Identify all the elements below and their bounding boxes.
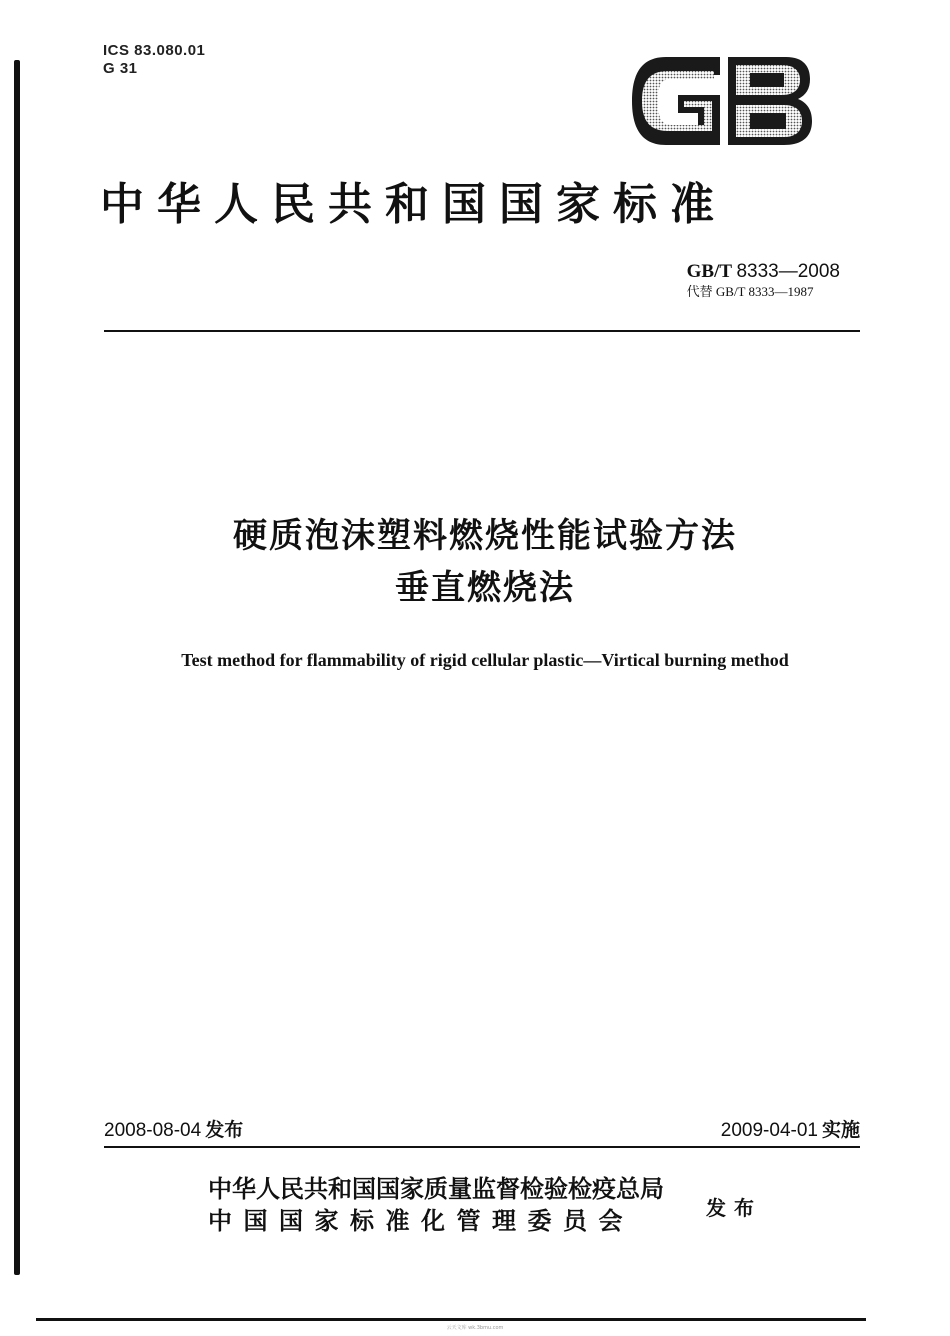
standard-code-number: 8333—2008 — [736, 261, 840, 282]
replaces-standard: 代替 GB/T 8333—1987 — [686, 284, 814, 299]
standard-code — [687, 260, 840, 284]
english-title: Test method for flammability of rigid cellular plastic—Virtical burning method — [181, 650, 789, 670]
ccs-code: G 31 — [103, 60, 138, 77]
chinese-title — [0, 510, 950, 614]
implement-date: 2009-04-01 — [720, 1120, 818, 1141]
issue-date: 2008-08-04 — [104, 1120, 202, 1141]
issuer-aqsiq: 中华人民共和国国家质量监督检验检疫总局 — [208, 1175, 664, 1203]
publish-label: 发布 — [706, 1196, 762, 1220]
classification-codes — [103, 42, 205, 78]
standard-number-block — [687, 260, 840, 300]
chinese-title-line1: 硬质泡沫塑料燃烧性能试验方法 — [233, 516, 737, 556]
bottom-divider — [36, 1318, 866, 1321]
implement-date-block — [721, 1115, 860, 1142]
footer-watermark: 云天文库 wk.3bmu.com — [446, 1325, 504, 1331]
issuer-sac: 中国国家标准化管理委员会 — [208, 1207, 634, 1235]
issuing-authorities — [208, 1173, 664, 1237]
ics-code: ICS 83.080.01 — [103, 42, 206, 59]
top-divider — [104, 330, 860, 332]
issue-date-block — [104, 1115, 243, 1142]
national-standard-title: 中华人民共和国国家标准 — [100, 179, 727, 230]
chinese-title-line2: 垂直燃烧法 — [395, 568, 575, 608]
gb-logo — [628, 55, 813, 147]
implement-label: 实施 — [821, 1119, 860, 1141]
date-divider — [104, 1146, 860, 1148]
standard-code-prefix: GB/T — [686, 261, 732, 282]
issue-label: 发布 — [205, 1119, 244, 1141]
